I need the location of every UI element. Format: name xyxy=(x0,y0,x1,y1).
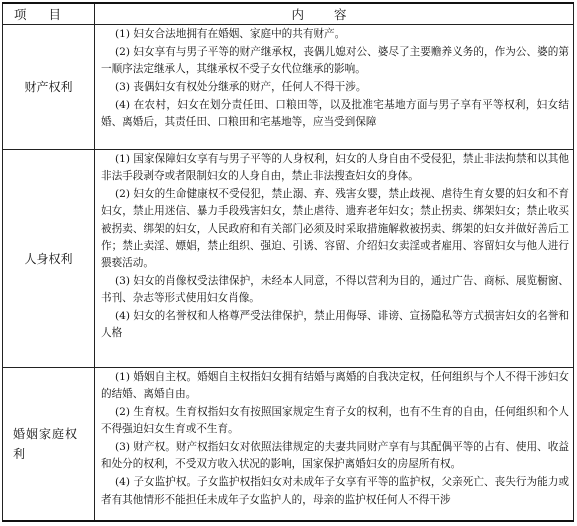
list-item: (2) 生育权。生育权指妇女有按照国家规定生育子女的权利，也有不生育的自由，任何组织和个人不得强迫妇女生育或不生育。 xyxy=(101,406,569,436)
list-item: (1) 妇女合法地拥有在婚姻、家庭中的共有财产。 xyxy=(115,28,346,40)
content-marriage-family-rights xyxy=(95,368,574,522)
list-item: (3) 财产权。财产权指妇女对依照法律规定的夫妻共同财产享有与其配偶平等的占有、使用、收益和处分的权利，不受双方收入状况的影响，国家保护离婚妇女的房屋所有权。 xyxy=(101,441,569,471)
list-item: (1) 婚姻自主权。婚姻自主权指妇女拥有结婚与离婚的自我决定权，任何组织与个人不得干涉妇女的结婚、离婚自由。 xyxy=(101,371,569,401)
list-item: (4) 子女监护权。子女监护权指妇女对未成年子女享有平等的监护权，父亲死亡、丧失行为能力或者有其他情形不能担任未成年子女监护人的，母亲的监护权任何人不得干涉 xyxy=(101,476,569,506)
list-item: (3) 妇女的肖像权受法律保护，未经本人同意，不得以营利为目的，通过广告、商标、展览橱窗、书刊、杂志等形式使用妇女肖像。 xyxy=(101,275,569,305)
list-item: (1) 国家保障妇女享有与男子平等的人身权利，妇女的人身自由不受侵犯，禁止非法拘禁和以其他非法手段剥夺或者限制妇女的人身自由，禁止非法搜查妇女的身体。 xyxy=(101,153,569,183)
category-marriage-family-rights: 婚姻家庭权利 xyxy=(3,368,95,522)
table-header-row xyxy=(3,3,574,25)
list-item: (4) 在农村，妇女在划分责任田、口粮田等，以及批准宅基地方面与男子享有平等权利，妇女结婚、离婚后，其责任田、口粮田和宅基地等，应当受到保障 xyxy=(101,98,569,128)
content-property-rights xyxy=(95,25,574,150)
list-item: (3) 丧偶妇女有权处分继承的财产，任何人不得干涉。 xyxy=(115,80,367,93)
list-item: (2) 妇女享有与男子平等的财产继承权，丧偶儿媳对公、婆尽了主要赡养义务的，作为公、婆的第一顺序法定继承人，其继承权不受子女代位继承的影响。 xyxy=(101,45,569,76)
header-content: 内容 xyxy=(95,3,574,25)
table-row-personal-rights xyxy=(3,150,574,368)
list-item: (2) 妇女的生命健康权不受侵犯，禁止溺、弃、残害女婴，禁止歧视、虐待生育女婴的妇女和不育妇女，禁止用迷信、暴力手段残害妇女，禁止虐待、遗弃老年妇女；禁止拐卖、绑架妇女；禁止收买被拐卖、绑架的妇女，人民政府和有关部门必须及时采取措施解救被拐卖、绑架的妇女并做好善后工作；禁止卖淫、嫖娼，禁止组织、强迫、引诱、容留、介绍妇女卖淫或者雇用、容留妇女与他人进行猥亵活动。 xyxy=(101,188,569,270)
category-property-rights: 财产权利 xyxy=(3,25,95,150)
table-row-property-rights xyxy=(3,25,574,150)
rights-table xyxy=(2,2,574,522)
content-personal-rights xyxy=(95,150,574,368)
category-personal-rights: 人身权利 xyxy=(3,150,95,368)
header-project: 项目 xyxy=(3,3,95,25)
table-row-marriage-family-rights xyxy=(3,368,574,522)
list-item: (4) 妇女的名誉权和人格尊严受法律保护，禁止用侮辱、诽谤、宣扬隐私等方式损害妇女的名誉和人格 xyxy=(101,310,569,340)
